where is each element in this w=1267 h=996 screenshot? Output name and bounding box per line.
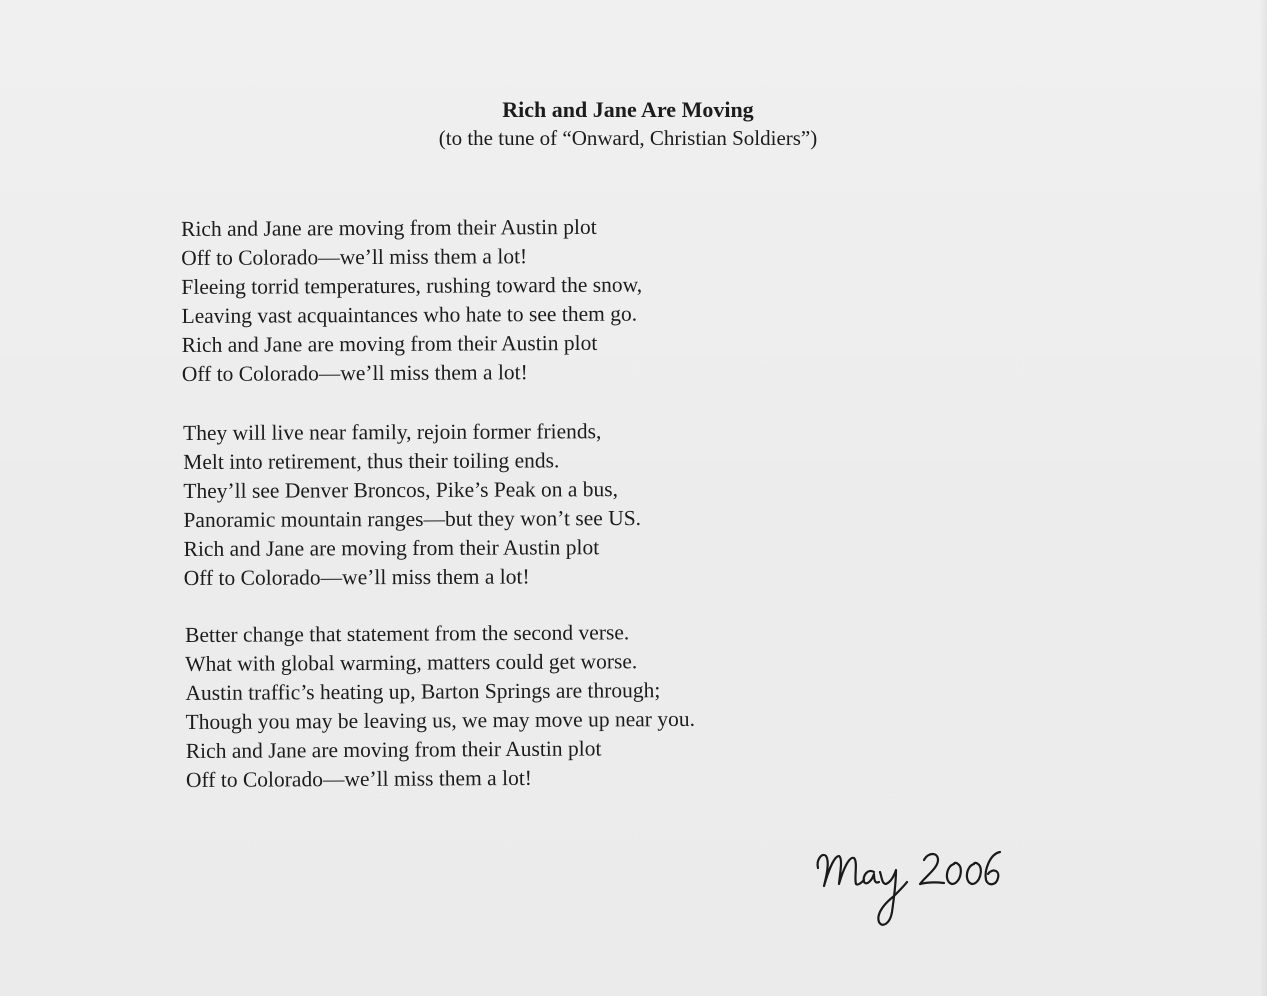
verse-line: Though you may be leaving us, we may move up near you. xyxy=(185,706,696,734)
verse-line: Rich and Jane are moving from their Austin plot xyxy=(183,535,600,561)
verse-line: What with global warming, matters could get worse. xyxy=(185,649,638,676)
verse-line: Rich and Jane are moving from their Austin plot xyxy=(181,214,597,241)
verse-line: Panoramic mountain ranges—but they won’t see US. xyxy=(183,506,642,532)
handwritten-date-signature xyxy=(812,838,1012,933)
verse-line: Fleeing torrid temperatures, rushing toward the snow, xyxy=(181,272,643,299)
verse-line: Better change that statement from the second verse. xyxy=(185,620,630,647)
verse-line: They will live near family, rejoin former friends, xyxy=(183,419,602,445)
verse-1 xyxy=(181,213,643,389)
verse-line: Off to Colorado—we’ll miss them a lot! xyxy=(183,564,530,590)
verse-line: Austin traffic’s heating up, Barton Springs are through; xyxy=(185,678,661,705)
verse-3 xyxy=(185,618,695,795)
verse-line: Off to Colorado—we’ll miss them a lot! xyxy=(185,765,532,792)
page-edge-shadow xyxy=(1259,0,1267,996)
verse-line: Off to Colorado—we’ll miss them a lot! xyxy=(181,244,528,270)
page-title: Rich and Jane Are Moving xyxy=(502,97,754,122)
verse-line: Off to Colorado—we’ll miss them a lot! xyxy=(181,360,528,386)
verse-2 xyxy=(183,417,641,593)
verse-line: Melt into retirement, thus their toiling ends. xyxy=(183,448,560,474)
verse-line: Rich and Jane are moving from their Austin plot xyxy=(181,330,598,357)
page-subtitle: (to the tune of “Onward, Christian Soldiers”) xyxy=(438,126,818,150)
verse-line: Rich and Jane are moving from their Austin plot xyxy=(185,736,602,763)
verse-line: Leaving vast acquaintances who hate to see them go. xyxy=(181,301,638,328)
verse-line: They’ll see Denver Broncos, Pike’s Peak on a bus, xyxy=(183,477,619,503)
